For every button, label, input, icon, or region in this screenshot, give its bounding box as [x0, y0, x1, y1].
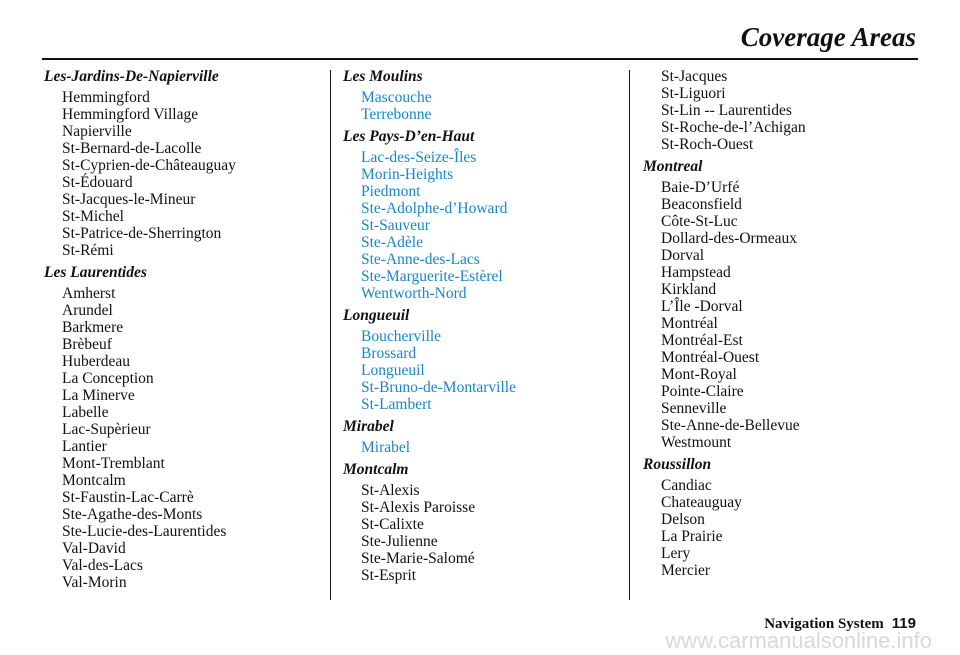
list-item: Baie-D’Urfé	[661, 179, 740, 196]
city-list	[343, 482, 613, 584]
list-item: Ste-Anne-de-Bellevue	[661, 417, 800, 434]
column-3	[643, 68, 913, 584]
column-divider	[629, 70, 630, 600]
list-item: Hemmingford Village	[62, 106, 199, 123]
city-link[interactable]: Wentworth-Nord	[361, 285, 467, 302]
city-link[interactable]: Mirabel	[361, 439, 411, 456]
list-item: Montréal-Est	[661, 332, 743, 349]
region-heading: Mirabel	[343, 418, 394, 435]
region-heading: Montcalm	[343, 461, 409, 478]
city-link[interactable]: Terrebonne	[361, 106, 432, 123]
list-item: Lery	[661, 545, 691, 562]
list-item: Arundel	[62, 302, 113, 319]
list-item: Montréal	[661, 315, 718, 332]
list-item: Val-Morin	[62, 574, 127, 591]
city-list	[343, 439, 613, 456]
column-2	[343, 68, 613, 589]
list-item: Brèbeuf	[62, 336, 112, 353]
footer-label: Navigation System	[764, 616, 884, 632]
list-item: Dollard-des-Ormeaux	[661, 230, 798, 247]
list-item: Delson	[661, 511, 705, 528]
list-item: Montréal-Ouest	[661, 349, 760, 366]
region-heading: Montreal	[643, 158, 703, 175]
list-item: St-Patrice-de-Sherrington	[62, 225, 222, 242]
list-item: Barkmere	[62, 319, 124, 336]
list-item: St-Michel	[62, 208, 124, 225]
list-item: Lantier	[62, 438, 107, 455]
region-heading: Les Laurentides	[44, 264, 147, 281]
region-heading: Longueuil	[343, 307, 410, 324]
list-item: Ste-Julienne	[361, 533, 438, 550]
list-item: Hampstead	[661, 264, 731, 281]
city-link[interactable]: Ste-Adolphe-d’Howard	[361, 200, 508, 217]
list-item: St-Édouard	[62, 174, 133, 191]
list-item: La Minerve	[62, 387, 135, 404]
city-link[interactable]: Morin-Heights	[361, 166, 454, 183]
list-item: St-Liguori	[661, 85, 726, 102]
city-list	[44, 89, 314, 259]
list-item: Amherst	[62, 285, 116, 302]
city-link[interactable]: Ste-Adèle	[361, 234, 423, 251]
list-item: Lac-Supèrieur	[62, 421, 151, 438]
list-item: St-Cyprien-de-Châteauguay	[62, 157, 236, 174]
city-link[interactable]: Lac-des-Seize-Îles	[361, 149, 477, 166]
watermark: www.carmanualsonline.info	[665, 628, 932, 653]
city-link[interactable]: Boucherville	[361, 328, 442, 345]
city-link[interactable]: St-Sauveur	[361, 217, 430, 234]
city-list	[44, 285, 314, 591]
list-item: St-Alexis Paroisse	[361, 499, 476, 516]
region-heading: Les Pays-D’en-Haut	[343, 128, 475, 145]
list-item: La Prairie	[661, 528, 723, 545]
list-item: Senneville	[661, 400, 727, 417]
city-list	[643, 477, 913, 579]
list-item: Ste-Marie-Salomé	[361, 550, 475, 567]
city-list	[343, 149, 613, 302]
page-number: 119	[891, 615, 916, 632]
city-link[interactable]: Brossard	[361, 345, 417, 362]
city-link[interactable]: Longueuil	[361, 362, 425, 379]
title-rule	[42, 58, 918, 60]
city-list	[643, 179, 913, 451]
city-link[interactable]: Ste-Anne-des-Lacs	[361, 251, 480, 268]
city-link[interactable]: Ste-Marguerite-Estèrel	[361, 268, 503, 285]
list-item: St-Rémi	[62, 242, 114, 259]
list-item: Hemmingford	[62, 89, 150, 106]
page-title: Coverage Areas	[740, 22, 916, 52]
list-item: Mont-Royal	[661, 366, 737, 383]
list-item: Westmount	[661, 434, 732, 451]
list-item: Côte-St-Luc	[661, 213, 738, 230]
city-link[interactable]: Mascouche	[361, 89, 432, 106]
city-link[interactable]: Piedmont	[361, 183, 421, 200]
list-item: St-Bernard-de-Lacolle	[62, 140, 202, 157]
list-item: Ste-Lucie-des-Laurentides	[62, 523, 227, 540]
list-item: Val-David	[62, 540, 126, 557]
list-item: St-Jacques	[661, 68, 728, 85]
list-item: Dorval	[661, 247, 705, 264]
list-item: Pointe-Claire	[661, 383, 744, 400]
list-item: Huberdeau	[62, 353, 130, 370]
list-item: La Conception	[62, 370, 154, 387]
list-item: Chateauguay	[661, 494, 742, 511]
list-item: St-Faustin-Lac-Carrè	[62, 489, 194, 506]
region-heading: Les Moulins	[343, 68, 423, 85]
list-item: Mercier	[661, 562, 711, 579]
city-link[interactable]: St-Bruno-de-Montarville	[361, 379, 516, 396]
list-item: St-Esprit	[361, 567, 417, 584]
list-item: Kirkland	[661, 281, 717, 298]
city-list	[343, 89, 613, 123]
column-divider	[330, 70, 331, 600]
list-item: Montcalm	[62, 472, 126, 489]
list-item: Ste-Agathe-des-Monts	[62, 506, 203, 523]
city-list	[343, 328, 613, 413]
list-item: Napierville	[62, 123, 132, 140]
list-item: Val-des-Lacs	[62, 557, 143, 574]
list-item: St-Calixte	[361, 516, 424, 533]
city-link[interactable]: St-Lambert	[361, 396, 432, 413]
list-item: Beaconsfield	[661, 196, 742, 213]
list-item: St-Jacques-le-Mineur	[62, 191, 196, 208]
list-item: Candiac	[661, 477, 712, 494]
list-item: St-Lin -- Laurentides	[661, 102, 792, 119]
list-item: Labelle	[62, 404, 109, 421]
region-heading: Les-Jardins-De-Napierville	[44, 68, 219, 85]
list-item: St-Roch-Ouest	[661, 136, 754, 153]
list-item: Mont-Tremblant	[62, 455, 165, 472]
continued-list	[643, 68, 913, 153]
region-heading: Roussillon	[643, 456, 712, 473]
list-item: L’Île -Dorval	[661, 298, 743, 315]
column-1	[44, 68, 314, 596]
list-item: St-Alexis	[361, 482, 420, 499]
list-item: St-Roche-de-l’Achigan	[661, 119, 806, 136]
